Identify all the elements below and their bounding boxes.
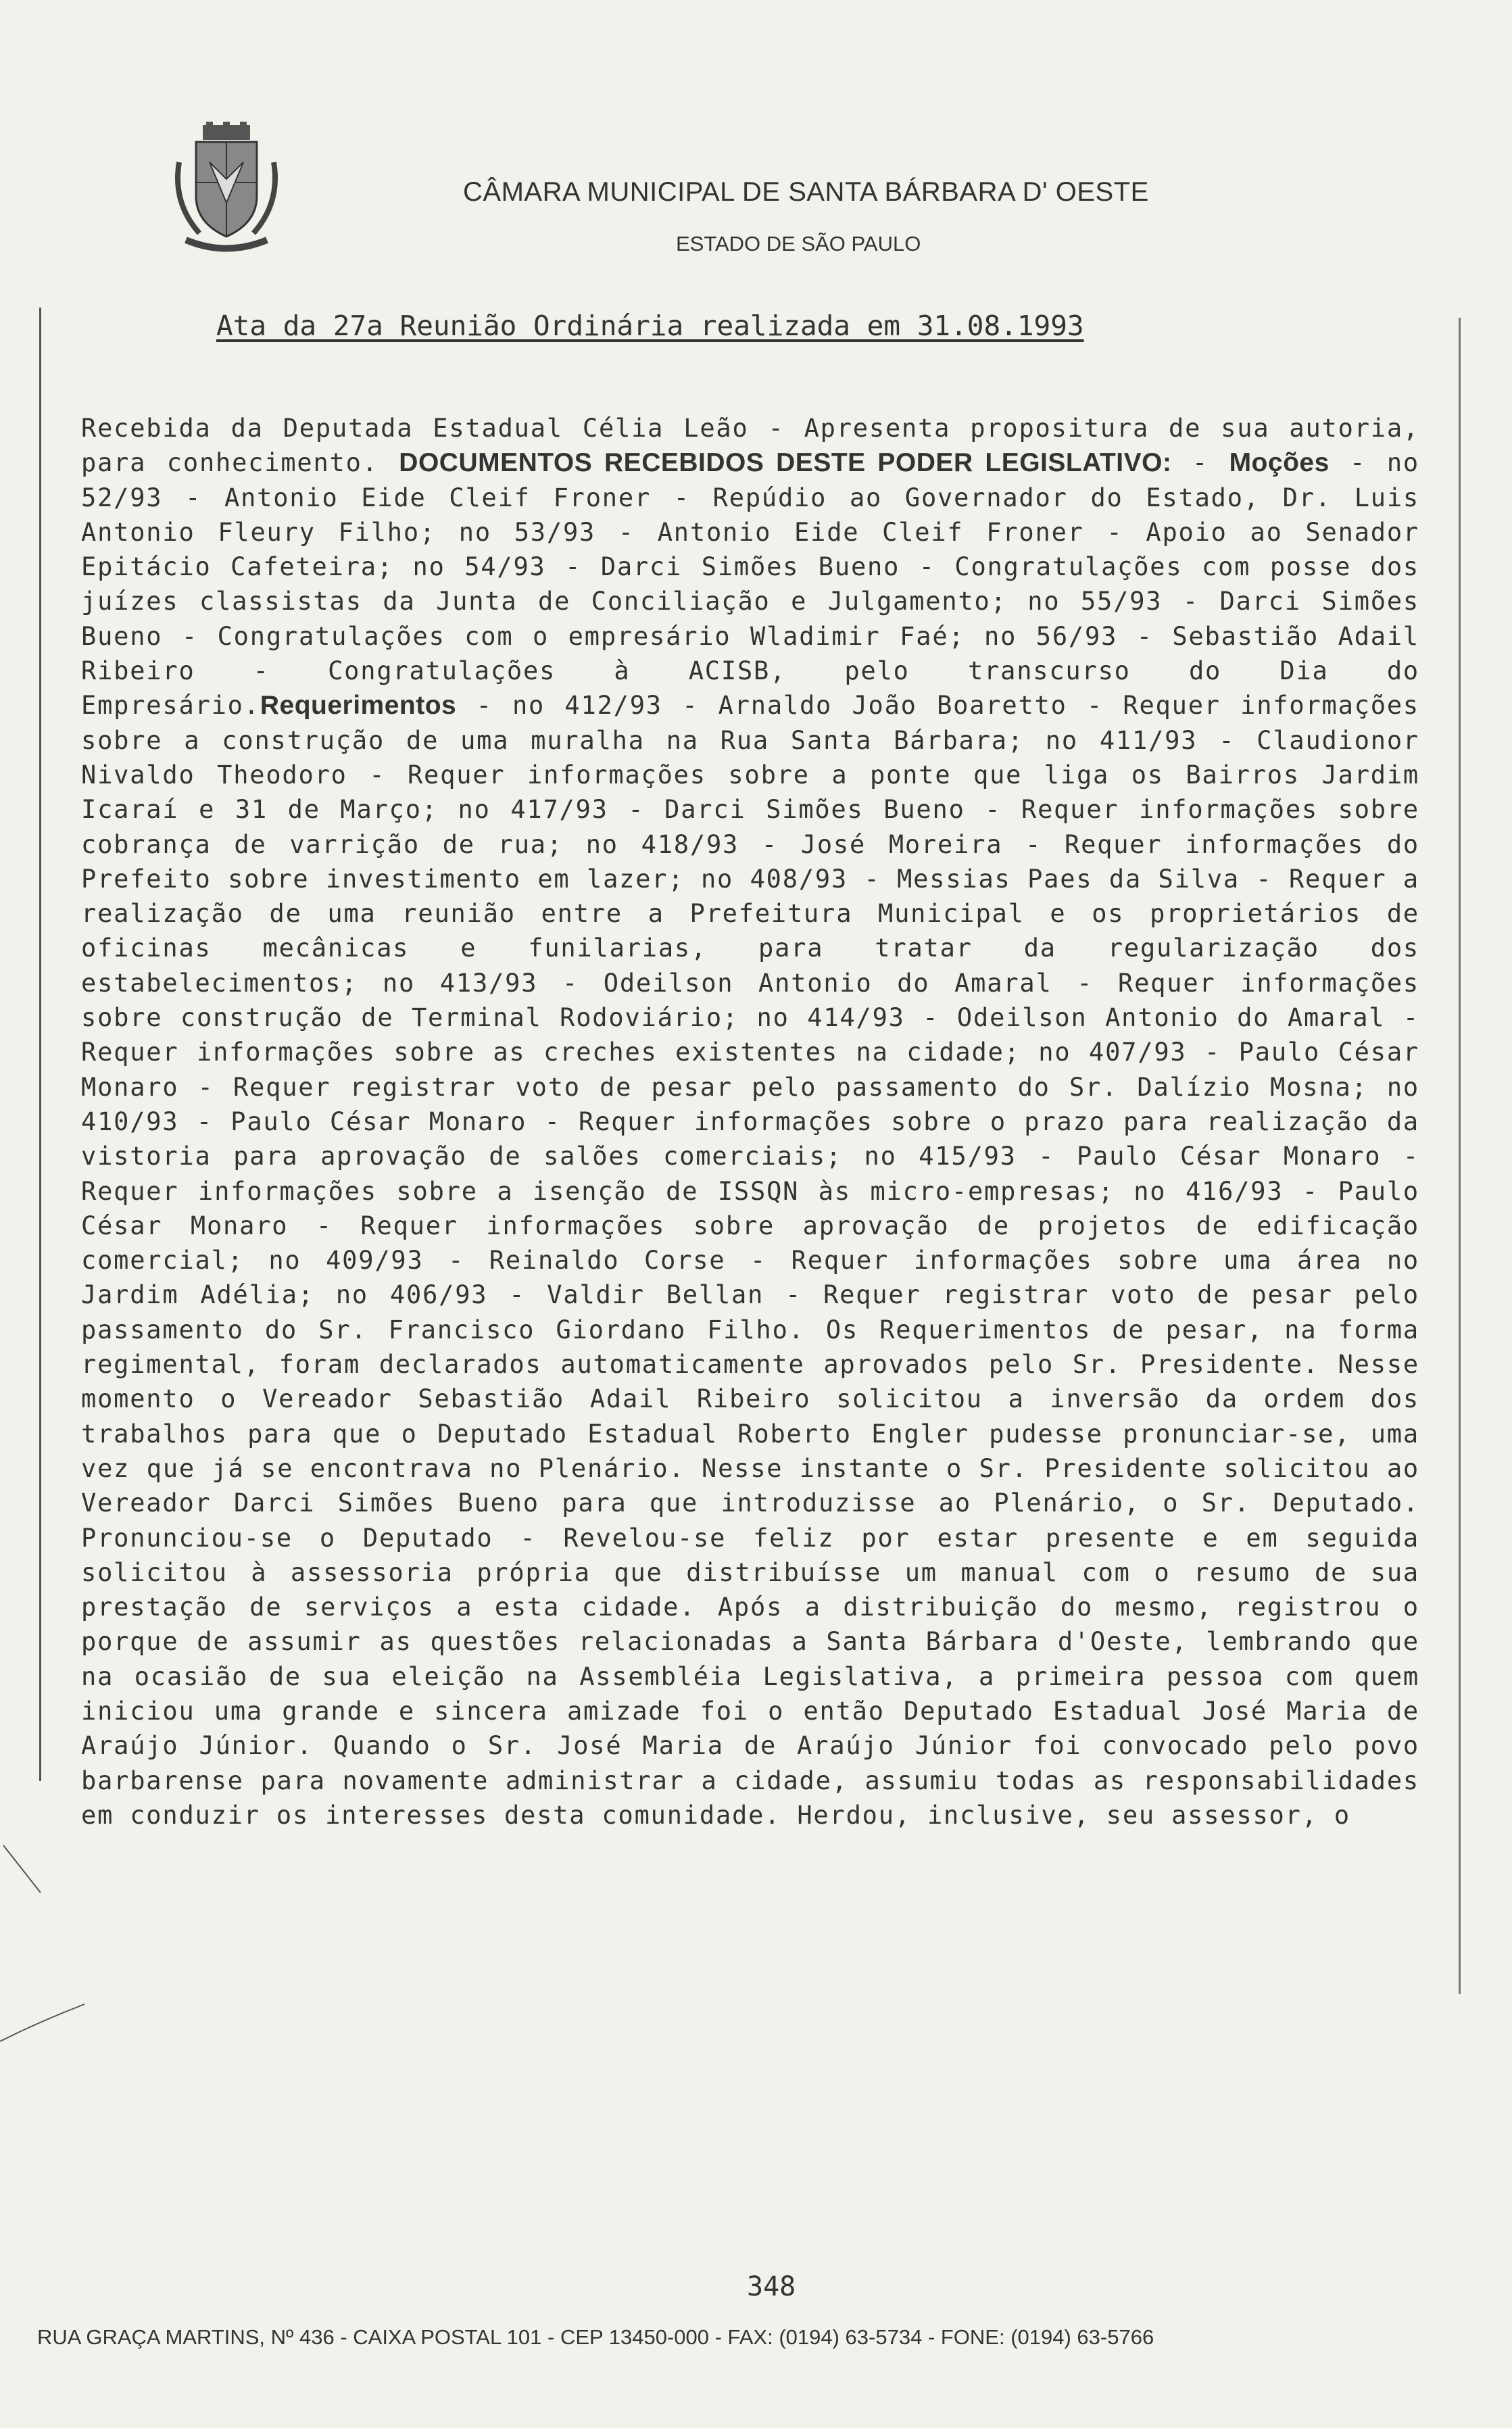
minutes-body	[81, 411, 1419, 1832]
section-heading-requerimentos: Requerimentos	[260, 691, 457, 721]
paragraph-requerimentos: - no 412/93 - Arnaldo João Boaretto - Requer informações sobre a construção de uma muralha na Rua Santa Bárbara; no 411/93 - Claudionor Nivaldo Theodoro - Requer informações sobre a ponte que liga os Bairros Jardim Icaraí e 31 de Março; no 417/93 - Darci Simões Bueno - Requer informações sobre cobrança de varrição de rua; no 418/93 - José Moreira - Requer informações do Prefeito sobre investimento em lazer; no 408/93 - Messias Paes da Silva - Requer a realização de uma reunião entre a Prefeitura Municipal e os proprietários de oficinas mecânicas e funilarias, para tratar da regularização dos estabelecimentos; no 413/93 - Odeilson Antonio do Amaral - Requer informações sobre construção de Terminal Rodoviário; no 414/93 - Odeilson Antonio do Amaral - Requer informações sobre as creches existentes na cidade; no 407/93 - Paulo César Monaro - Requer registrar voto de pesar pelo passamento do Sr. Dalízio Mosna; no 410/93 - Paulo César Monaro - Requer informações sobre o prazo para realização da vistoria para aprovação de salões comerciais; no 415/93 - Paulo César Monaro - Requer informações sobre a isenção de ISSQN às micro-empresas; no 416/93 - Paulo César Monaro - Requer informações sobre aprovação de projetos de edificação comercial; no 409/93 - Reinaldo Corse - Requer informações sobre uma área no Jardim Adélia; no 406/93 - Valdir Bellan - Requer registrar voto de pesar pelo passamento do Sr. Francisco Giordano Filho. Os Requerimentos de pesar, na forma regimental, foram declarados automaticamente aprovados pelo Sr. Presidente. Nesse momento o Vereador Sebastião Adail Ribeiro solicitou a inversão da ordem dos trabalhos para que o Deputado Estadual Roberto Engler pudesse pronunciar-se, uma vez que já se encontrava no Plenário. Nesse instante o Sr. Presidente solicitou ao Vereador Darci Simões Bueno para que introduzisse ao Plenário, o Sr. Deputado. Pronunciou-se o Deputado - Revelou-se feliz por estar presente e em seguida solicitou à assessoria própria que distribuísse um manual com o resumo de sua prestação de serviços a esta cidade. Após a distribuição do mesmo, registrou o porque de assumir as questões relacionadas a Santa Bárbara d'Oeste, lembrando que na ocasião de sua eleição na Assembléia Legislativa, a primeira pessoa com quem iniciou uma grande e sincera amizade foi o então Deputado Estadual José Maria de Araújo Júnior. Quando o Sr. José Maria de Araújo Júnior foi convocado pelo povo barbarense para novamente administrar a cidade, assumiu todas as responsabilidades em conduzir os interesses desta comunidade. Herdou, inclusive, seu assessor, o	[81, 691, 1419, 1830]
left-margin-rule	[39, 308, 41, 1781]
margin-stroke-icon	[0, 1839, 88, 2055]
footer-address: RUA GRAÇA MARTINS, Nº 436 - CAIXA POSTAL 101 - CEP 13450-000 - FAX: (0194) 63-5734 - FONE: (0194) 63-5766	[37, 2325, 1154, 2349]
paragraph-intro: Recebida da Deputada Estadual Célia Leão - Apresenta propositura de sua autoria, para conhecimento.	[81, 414, 1419, 478]
section-heading-mocoes: Moções	[1229, 448, 1330, 478]
right-margin-rule	[1459, 318, 1461, 1994]
institution-name: CÂMARA MUNICIPAL DE SANTA BÁRBARA D' OESTE	[463, 177, 1149, 207]
state-name: ESTADO DE SÃO PAULO	[676, 232, 921, 256]
municipal-coat-of-arms-icon	[172, 122, 281, 257]
dash: -	[1192, 448, 1229, 478]
document-title: Ata da 27a Reunião Ordinária realizada em 31.08.1993	[216, 310, 1084, 342]
paragraph-mocoes: - no 52/93 - Antonio Eide Cleif Froner - Repúdio ao Governador do Estado, Dr. Luis Antonio Fleury Filho; no 53/93 - Antonio Eide Cleif Froner - Apoio ao Senador Epitácio Cafeteira; no 54/93 - Darci Simões Bueno - Congratulações com posse dos juízes classistas da Junta de Conciliação e Julgamento; no 55/93 - Darci Simões Bueno - Congratulações com o empresário Wladimir Faé; no 56/93 - Sebastião Adail Ribeiro - Congratulações à ACISB, pelo transcurso do Dia do Empresário.	[81, 448, 1419, 721]
page-number: 348	[747, 2271, 796, 2302]
section-heading-documents: DOCUMENTOS RECEBIDOS DESTE PODER LEGISLATIVO:	[399, 448, 1172, 478]
